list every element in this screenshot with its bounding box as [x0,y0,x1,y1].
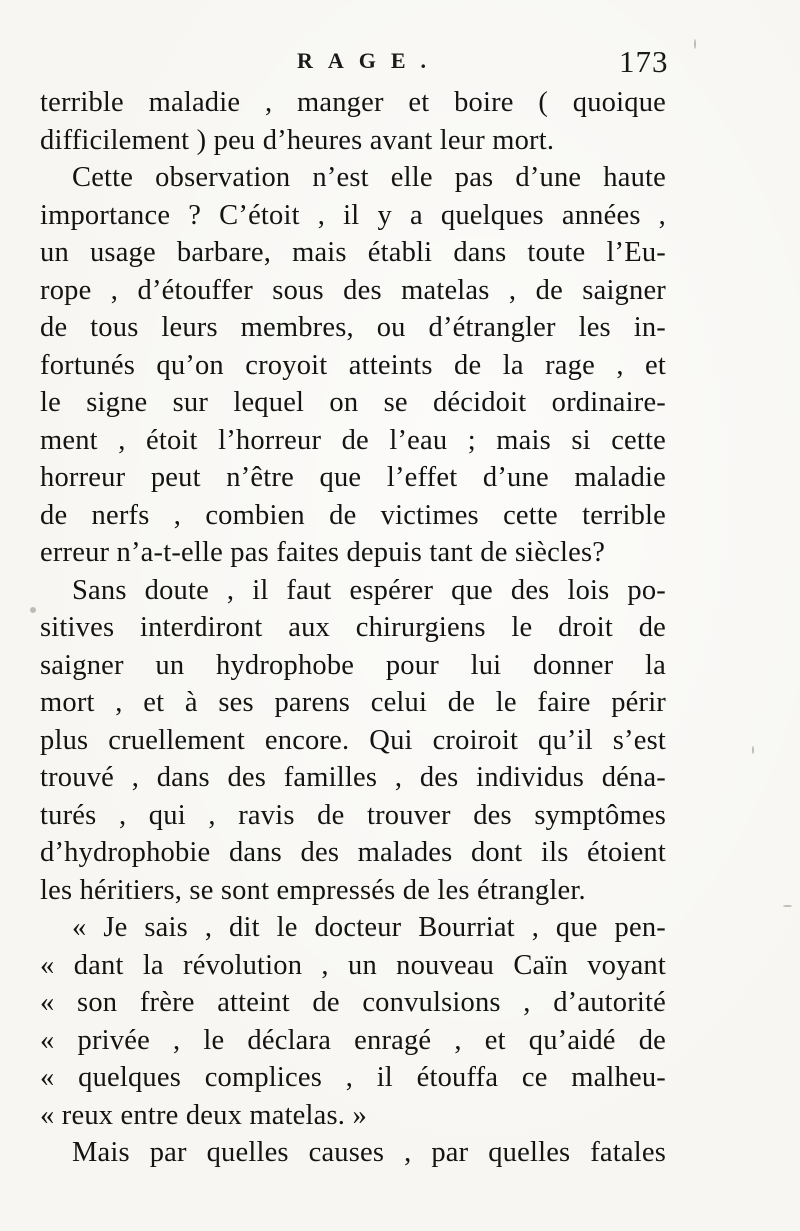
text-line: rope , d’étouffer sous des matelas , de saigner [40,274,666,306]
paper-speck [752,746,754,754]
text-line: de tous leurs membres, ou d’étrangler les in- [40,312,666,343]
text-line: sitives interdiront aux chirurgiens le droit de [40,612,666,643]
text-line: horreur peut n’être que l’effet d’une maladie [40,462,666,493]
text-line: terrible maladie , manger et boire ( quoique [40,87,666,118]
text-line: trouvé , dans des familles , des individus déna- [40,762,666,793]
text-line: Cette observation n’est elle pas d’une haute [72,162,666,193]
text-line: les héritiers, se sont empressés de les étrangler. [40,874,586,906]
quote-line: « son frère atteint de convulsions , d’autorité [40,987,666,1018]
text-line: mort , et à ses parens celui de le faire périr [40,687,666,718]
text-line: Sans doute , il faut espérer que des lois po- [72,574,666,606]
text-line: erreur n’a-t-elle pas faites depuis tant de siècles? [40,537,606,568]
text-line: difficilement ) peu d’heures avant leur mort. [40,124,555,156]
text-line: le signe sur lequel on se décidoit ordinaire- [40,387,666,418]
quote-line: « reux entre deux matelas. » [40,1099,367,1131]
paper-speck [783,905,792,907]
text-line: ment , étoit l’horreur de l’eau ; mais si cette [40,424,666,456]
running-title: RAGE. [297,48,442,73]
quote-line: « privée , le déclara enragé , et qu’aidé de [40,1024,666,1056]
page-number: 173 [619,44,669,79]
text-line: importance ? C’étoit , il y a quelques années , [40,199,666,231]
text-line: fortunés qu’on croyoit atteints de la rage , et [40,349,666,381]
body-text [40,84,666,1172]
paper-speck [694,39,696,49]
paper-speck [30,607,36,613]
text-line: Mais par quelles causes , par quelles fatales [72,1137,666,1168]
text-line: d’hydrophobie dans des malades dont ils étoient [40,837,666,868]
text-line: turés , qui , ravis de trouver des symptômes [40,799,666,831]
text-line: un usage barbare, mais établi dans toute l’Eu- [40,237,666,268]
quote-line: « dant la révolution , un nouveau Caïn voyant [40,949,666,981]
text-line: plus cruellement encore. Qui croiroit qu’il s’est [40,724,666,756]
text-line: de nerfs , combien de victimes cette terrible [40,499,666,531]
text-line: saigner un hydrophobe pour lui donner la [40,649,666,681]
quote-line: « quelques complices , il étouffa ce malheu- [40,1062,666,1093]
quote-line: « Je sais , dit le docteur Bourriat , que pen- [72,912,666,943]
running-head [0,44,800,84]
